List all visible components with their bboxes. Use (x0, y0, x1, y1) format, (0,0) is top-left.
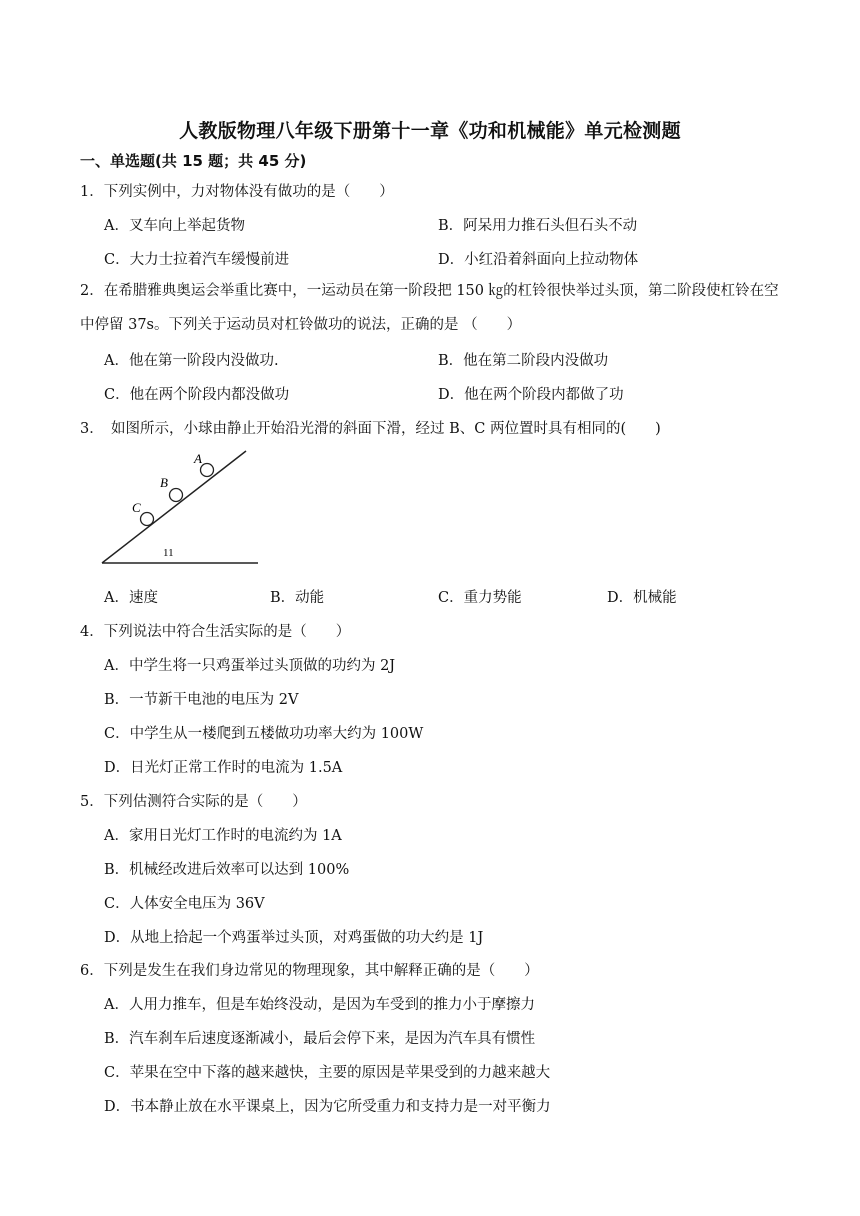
question-4-option-d: D．日光灯正常工作时的电流为 1.5A (104, 760, 343, 776)
question-5-option-c: C．人体安全电压为 36V (104, 896, 265, 912)
ball-c (141, 513, 154, 526)
incline-figure (100, 448, 270, 574)
ball-a (201, 464, 214, 477)
label-b: B (160, 475, 168, 490)
question-5-stem: 5．下列估测符合实际的是（ ） (80, 794, 307, 810)
section-heading: 一、单选题(共 15 题；共 45 分) (80, 152, 307, 170)
question-2-option-d: D．他在两个阶段内都做了功 (438, 387, 624, 403)
question-2-option-b: B．他在第二阶段内没做功 (438, 353, 609, 369)
question-3-option-a: A．速度 (104, 590, 158, 606)
question-2-stem: 2．在希腊雅典奥运会举重比赛中，一运动员在第一阶段把 150 ㎏的杠铃很快举过头顶，第二阶段使杠铃在空中停留 37s。下列关于运动员对杠铃做功的说法，正确的是 （ ） (80, 283, 779, 333)
question-5-option-b: B．机械经改进后效率可以达到 100% (104, 862, 350, 878)
label-c: C (132, 500, 141, 515)
question-1-option-b: B．阿呆用力推石头但石头不动 (438, 218, 638, 234)
question-4-option-c: C．中学生从一楼爬到五楼做功功率大约为 100W (104, 726, 424, 742)
page-title: 人教版物理八年级下册第十一章《功和机械能》单元检测题 (179, 120, 681, 142)
question-6-option-b: B．汽车刹车后速度逐渐减小，最后会停下来，是因为汽车具有惯性 (104, 1031, 536, 1047)
question-4-option-a: A．中学生将一只鸡蛋举过头顶做的功约为 2J (104, 658, 396, 674)
question-3-option-d: D．机械能 (607, 590, 677, 606)
question-1-stem: 1．下列实例中，力对物体没有做功的是（ ） (80, 184, 394, 200)
incline-surface (102, 451, 246, 563)
question-1-option-c: C．大力士拉着汽车缓慢前进 (104, 252, 290, 268)
question-2-option-c: C．他在两个阶段内都没做功 (104, 387, 290, 403)
question-4-option-b: B．一节新干电池的电压为 2V (104, 692, 299, 708)
question-5-option-a: A．家用日光灯工作时的电流约为 1A (104, 828, 342, 844)
question-2-option-a: A．他在第一阶段内没做功. (104, 353, 279, 369)
question-4-stem: 4．下列说法中符合生活实际的是（ ） (80, 624, 351, 640)
question-6-stem: 6．下列是发生在我们身边常见的物理现象，其中解释正确的是（ ） (80, 963, 539, 979)
ball-b (170, 489, 183, 502)
question-3-stem: 3． 如图所示，小球由静止开始沿光滑的斜面下滑，经过 B、C 两位置时具有相同的( ) (80, 421, 661, 437)
question-5-option-d: D．从地上拾起一个鸡蛋举过头顶，对鸡蛋做的功大约是 1J (104, 930, 484, 946)
question-1-option-a: A．叉车向上举起货物 (104, 218, 245, 234)
question-3-option-b: B．动能 (270, 590, 325, 606)
incline-diagram (100, 448, 270, 570)
question-6-option-d: D．书本静止放在水平课桌上，因为它所受重力和支持力是一对平衡力 (104, 1099, 551, 1115)
question-1-option-d: D．小红沿着斜面向上拉动物体 (438, 252, 639, 268)
question-6-option-c: C．苹果在空中下落的越来越快，主要的原因是苹果受到的力越来越大 (104, 1065, 551, 1081)
question-6-option-a: A．人用力推车，但是车始终没动，是因为车受到的推力小于摩擦力 (104, 997, 535, 1013)
label-base: 11 (163, 547, 174, 559)
question-3-option-c: C．重力势能 (438, 590, 522, 606)
label-a: A (194, 451, 202, 466)
